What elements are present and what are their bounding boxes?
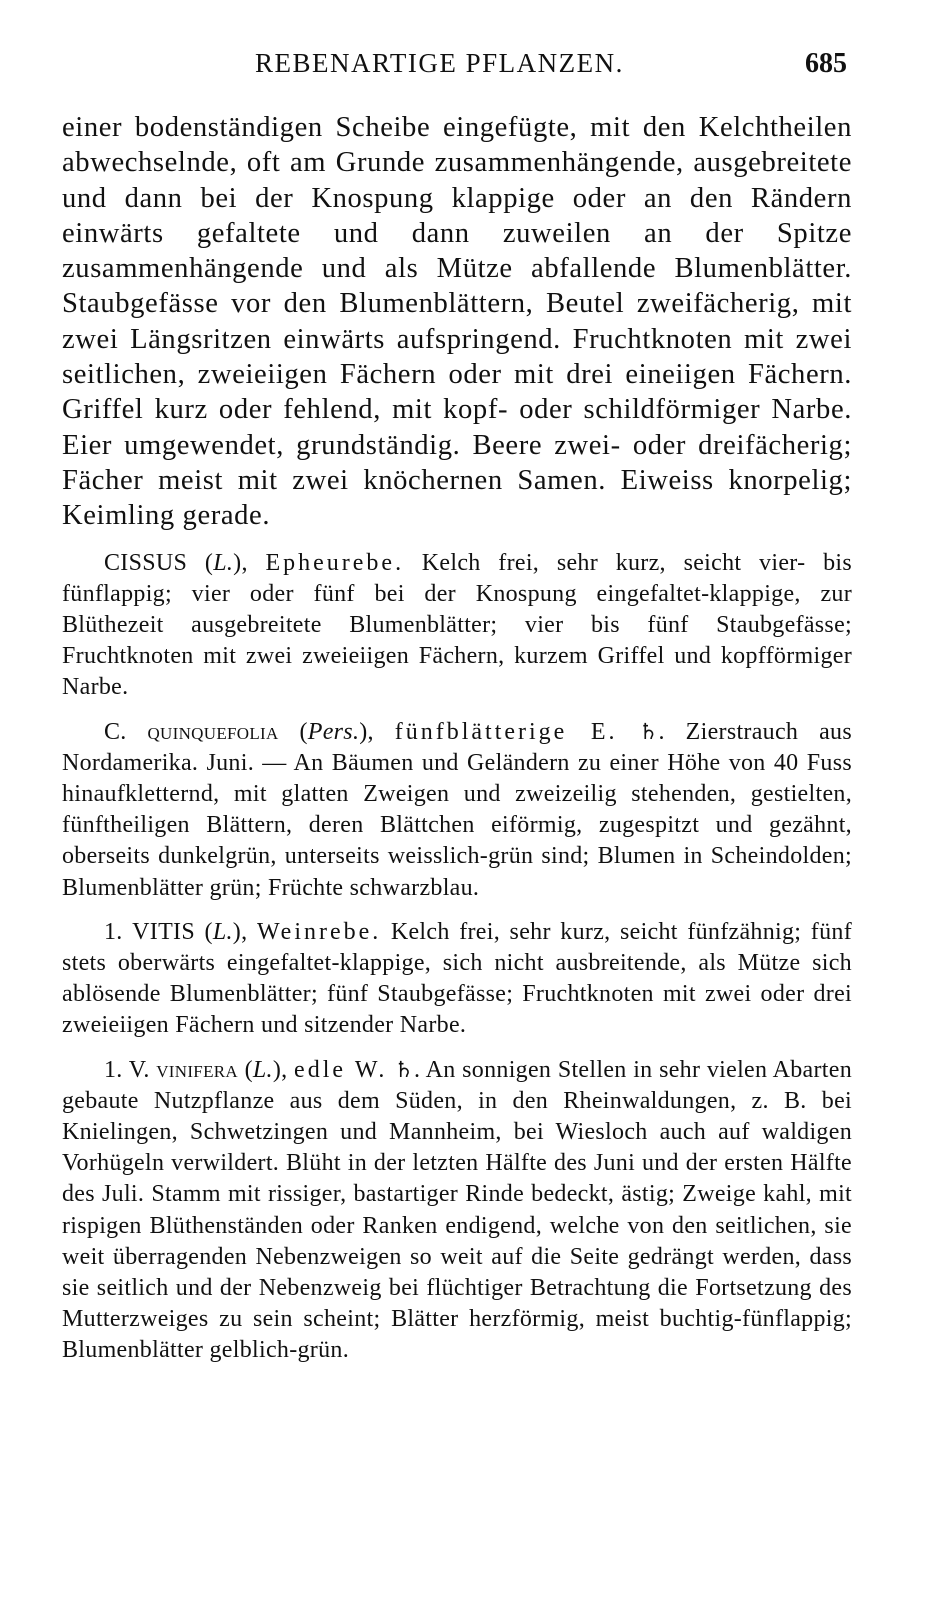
page-number: 685 [805,48,847,79]
common-name: Epheurebe. [265,549,405,576]
paren-close: ), [272,1056,295,1083]
paren-close: ), [359,718,395,745]
genus-entry-vitis [62,917,852,1042]
common-name: edle W. [294,1056,388,1083]
paren-open: ( [194,918,213,945]
species-epithet: vinifera [156,1056,238,1083]
species-entry-quinquefolia [62,717,852,904]
paren-close: ), [232,918,257,945]
authority: L. [212,918,233,945]
family-description-continued: einer bodenständigen Scheibe eingefügte, mit den Kelchtheilen abwechselnde, oft am Grunde zusammenhängende, ausgebreitete und dann bei der Knospung klappige oder an den Rändern einwärts gefaltete und dann zuweilen an der Spitze zusammenhängende und als Mütze abfallende Blumenblätter. Staubgefässe vor den Blumenblättern, Beutel zweifächerig, mit zwei Längsritzen einwärts aufspringend. Fruchtknoten mit zwei seitlichen, zweieiigen Fächern oder mit drei eineiigen Fächern. Griffel kurz oder fehlend, mit kopf- oder schildförmiger Narbe. Eier umgewendet, grundständig. Beere zwei- oder dreifächerig; Fächer meist mit zwei knöchernen Samen. Eiweiss knorpelig; Keimling gerade. [62,112,852,532]
genus-name: VITIS [132,918,195,945]
species-description: . Zierstrauch aus Nordamerika. Juni. — An Bäumen und Geländern zu einer Höhe von 40 Fuss hinaufkletternd, mit glatten Zweigen und zweizeilig stehenden, gestielten, fünftheiligen Blättern, deren Blättchen eiförmig, zugespitzt und gezähnt, oberseits dunkelgrün, unterseits weisslich-grün sind; Blumen in Scheindolden; Blumenblätter grün; Früchte schwarzblau. [62,718,852,901]
paren-close: ), [233,549,266,576]
body-text [62,110,852,1380]
genus-abbreviation: C. [104,718,148,745]
running-head: REBENARTIGE PFLANZEN. [255,48,624,78]
shrub-symbol-icon: ♄ [638,719,659,745]
genus-description: Kelch frei, sehr kurz, seicht vier- bis fünflappig; vier oder fünf bei der Knospung eingefaltet-klappige, zur Blüthezeit ausgebreitete Blumenblätter; vier bis fünf Staubgefässe; Fruchtknoten mit zwei zweieiigen Fächern, kurzem Griffel und kopfförmiger Narbe. [62,549,852,701]
species-epithet: quinquefolia [147,718,279,745]
page-header [0,48,930,88]
species-entry-vinifera [62,1055,852,1367]
common-name: Weinrebe. [256,918,382,945]
authority: L. [252,1056,273,1083]
genus-name: CISSUS [104,549,188,576]
paren-open: ( [187,549,214,576]
genus-description: Kelch frei, sehr kurz, seicht fünfzähnig; fünf stets oberwärts eingefaltet-klappige, sich nicht ausbreitende, als Mütze sich ablösende Blumenblätter; fünf Staubgefässe; Fruchtknoten mit zwei oder drei zweieiigen Fächern und sitzender Narbe. [62,918,852,1039]
genus-number: 1. [104,918,133,945]
species-description: . An sonnigen Stellen in sehr vielen Abarten gebaute Nutzpflanze aus dem Süden, in den Rheinwaldungen, z. B. bei Knielingen, Schwetzingen und Mannheim, bei Wiesloch auch auf waldigen Vorhügeln verwildert. Blüht in der letzten Hälfte des Juni und der ersten Hälfte des Juli. Stamm mit rissiger, bastartiger Rinde bedeckt, ästig; Zweige kahl, mit rispigen Blüthenständen oder Ranken endigend, welche von den seitlichen, sie weit überragenden Nebenzweigen so weit auf die Seite gedrängt werden, dass sie seitlich und der Nebenzweig bei flüchtiger Betrachtung die Fortsetzung des Mutterzweiges zu sein scheint; Blätter herzförmig, meist buchtig-fünflappig; Blumenblätter gelblich-grün. [62,1056,852,1364]
paren-open: ( [237,1056,253,1083]
common-name: fünfblätterige E. [394,718,618,745]
paren-open: ( [278,718,308,745]
genus-entry-cissus [62,548,852,704]
authority: L. [213,549,234,576]
species-number: 1. V. [104,1056,157,1083]
authority: Pers. [307,718,360,745]
shrub-symbol-icon: ♄ [393,1057,415,1083]
